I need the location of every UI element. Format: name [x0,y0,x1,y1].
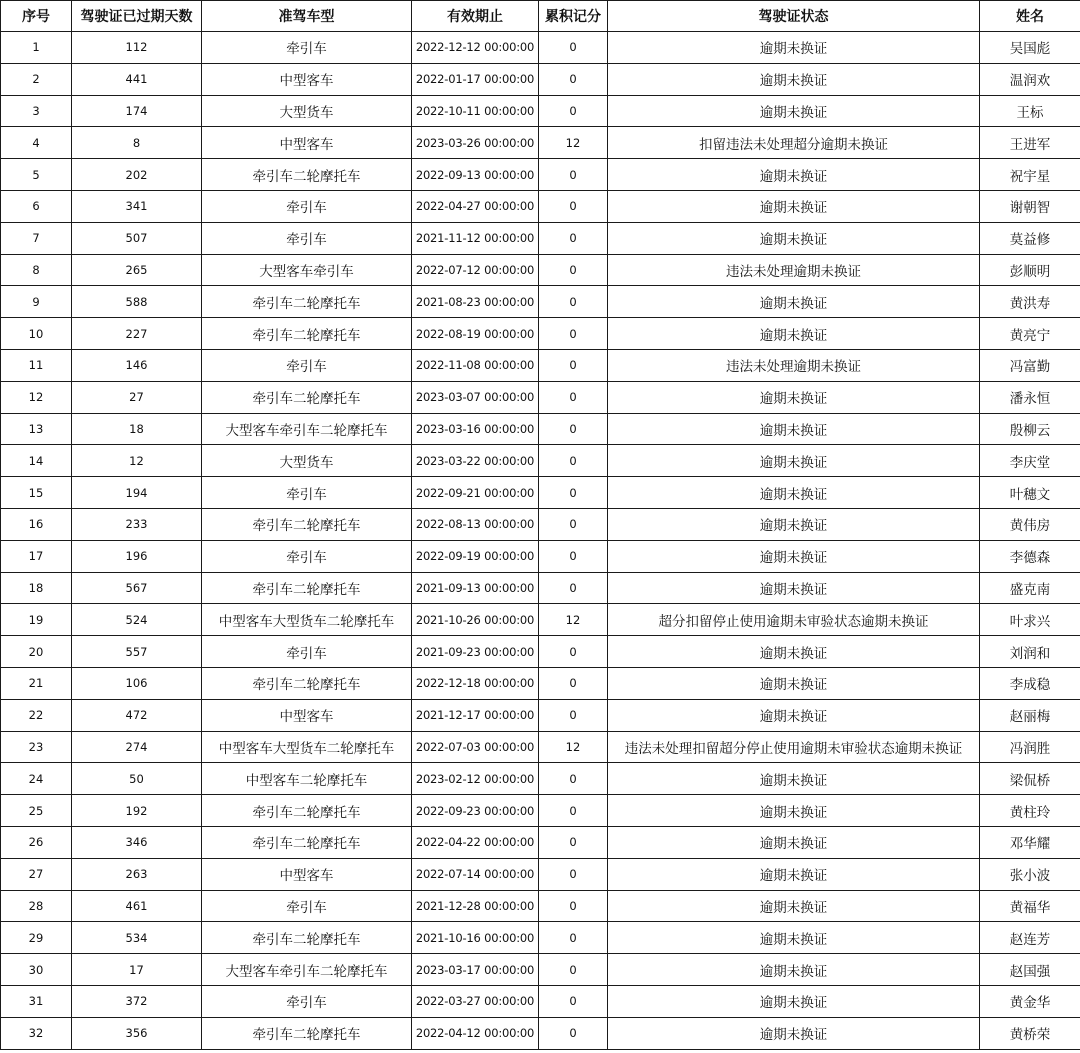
cell-name: 李庆堂 [980,445,1080,477]
cell-index: 18 [1,572,72,604]
cell-points: 0 [539,763,608,795]
header-row [1,1,1080,32]
cell-valid-until: 2022-10-11 00:00:00 [412,95,539,127]
cell-vehicle-class: 牵引车二轮摩托车 [202,159,412,191]
table-row [1,667,1080,699]
cell-vehicle-class: 中型客车大型货车二轮摩托车 [202,604,412,636]
cell-name: 王进军 [980,127,1080,159]
cell-vehicle-class: 大型货车 [202,445,412,477]
cell-expired-days: 112 [72,32,202,64]
cell-expired-days: 557 [72,636,202,668]
table-row [1,890,1080,922]
cell-name: 冯富勤 [980,349,1080,381]
cell-expired-days: 17 [72,954,202,986]
cell-points: 0 [539,1017,608,1049]
cell-license-status: 逾期未换证 [608,318,980,350]
cell-points: 0 [539,318,608,350]
cell-valid-until: 2022-04-27 00:00:00 [412,190,539,222]
cell-points: 0 [539,286,608,318]
table-row [1,159,1080,191]
cell-vehicle-class: 中型客车 [202,858,412,890]
cell-license-status: 逾期未换证 [608,795,980,827]
cell-vehicle-class: 牵引车二轮摩托车 [202,572,412,604]
cell-vehicle-class: 牵引车 [202,540,412,572]
cell-license-status: 逾期未换证 [608,890,980,922]
cell-index: 10 [1,318,72,350]
cell-index: 8 [1,254,72,286]
cell-expired-days: 106 [72,667,202,699]
cell-valid-until: 2021-10-16 00:00:00 [412,922,539,954]
cell-name: 邓华耀 [980,826,1080,858]
cell-points: 0 [539,985,608,1017]
cell-points: 0 [539,858,608,890]
cell-index: 1 [1,32,72,64]
table-row [1,413,1080,445]
cell-vehicle-class: 大型客车牵引车二轮摩托车 [202,413,412,445]
cell-index: 3 [1,95,72,127]
cell-expired-days: 356 [72,1017,202,1049]
cell-index: 16 [1,508,72,540]
cell-index: 6 [1,190,72,222]
cell-valid-until: 2022-01-17 00:00:00 [412,63,539,95]
cell-points: 0 [539,540,608,572]
cell-index: 12 [1,381,72,413]
cell-valid-until: 2021-09-23 00:00:00 [412,636,539,668]
cell-index: 20 [1,636,72,668]
cell-points: 0 [539,254,608,286]
cell-index: 31 [1,985,72,1017]
cell-license-status: 逾期未换证 [608,667,980,699]
table-row [1,731,1080,763]
cell-vehicle-class: 牵引车二轮摩托车 [202,286,412,318]
cell-name: 赵丽梅 [980,699,1080,731]
cell-name: 冯润胜 [980,731,1080,763]
cell-expired-days: 346 [72,826,202,858]
table-row [1,795,1080,827]
header-valid-until: 有效期止 [412,1,539,32]
cell-valid-until: 2023-03-26 00:00:00 [412,127,539,159]
table-row [1,540,1080,572]
cell-name: 黄桥荣 [980,1017,1080,1049]
cell-points: 0 [539,95,608,127]
cell-license-status: 逾期未换证 [608,32,980,64]
cell-index: 11 [1,349,72,381]
cell-expired-days: 233 [72,508,202,540]
header-license-status: 驾驶证状态 [608,1,980,32]
cell-index: 7 [1,222,72,254]
table-row [1,636,1080,668]
cell-valid-until: 2021-10-26 00:00:00 [412,604,539,636]
cell-points: 0 [539,63,608,95]
cell-index: 24 [1,763,72,795]
cell-expired-days: 567 [72,572,202,604]
cell-vehicle-class: 牵引车 [202,477,412,509]
table-row [1,445,1080,477]
cell-valid-until: 2023-03-16 00:00:00 [412,413,539,445]
cell-vehicle-class: 中型客车 [202,127,412,159]
cell-license-status: 逾期未换证 [608,445,980,477]
cell-name: 彭顺明 [980,254,1080,286]
cell-points: 0 [539,795,608,827]
cell-license-status: 超分扣留停止使用逾期未审验状态逾期未换证 [608,604,980,636]
cell-valid-until: 2022-07-14 00:00:00 [412,858,539,890]
cell-index: 28 [1,890,72,922]
table-row [1,699,1080,731]
cell-expired-days: 50 [72,763,202,795]
cell-points: 12 [539,731,608,763]
cell-expired-days: 265 [72,254,202,286]
cell-expired-days: 507 [72,222,202,254]
cell-vehicle-class: 牵引车二轮摩托车 [202,1017,412,1049]
cell-name: 盛克南 [980,572,1080,604]
table-row [1,572,1080,604]
cell-vehicle-class: 牵引车 [202,349,412,381]
cell-vehicle-class: 牵引车二轮摩托车 [202,826,412,858]
table-row [1,922,1080,954]
table-row [1,381,1080,413]
cell-license-status: 扣留违法未处理超分逾期未换证 [608,127,980,159]
cell-points: 0 [539,445,608,477]
cell-name: 黄金华 [980,985,1080,1017]
cell-points: 0 [539,667,608,699]
cell-vehicle-class: 中型客车大型货车二轮摩托车 [202,731,412,763]
cell-license-status: 逾期未换证 [608,508,980,540]
cell-expired-days: 202 [72,159,202,191]
cell-license-status: 逾期未换证 [608,381,980,413]
cell-points: 0 [539,349,608,381]
cell-license-status: 逾期未换证 [608,540,980,572]
cell-valid-until: 2022-12-12 00:00:00 [412,32,539,64]
cell-valid-until: 2022-04-12 00:00:00 [412,1017,539,1049]
cell-expired-days: 174 [72,95,202,127]
cell-vehicle-class: 牵引车 [202,890,412,922]
table-row [1,127,1080,159]
cell-valid-until: 2022-12-18 00:00:00 [412,667,539,699]
cell-points: 0 [539,413,608,445]
cell-index: 29 [1,922,72,954]
cell-index: 14 [1,445,72,477]
table-row [1,763,1080,795]
cell-name: 叶求兴 [980,604,1080,636]
cell-index: 22 [1,699,72,731]
table-row [1,858,1080,890]
cell-license-status: 逾期未换证 [608,985,980,1017]
cell-index: 30 [1,954,72,986]
cell-name: 赵连芳 [980,922,1080,954]
table-row [1,349,1080,381]
cell-expired-days: 588 [72,286,202,318]
table-row [1,63,1080,95]
cell-name: 温润欢 [980,63,1080,95]
cell-index: 2 [1,63,72,95]
table-row [1,254,1080,286]
cell-vehicle-class: 牵引车二轮摩托车 [202,667,412,699]
cell-vehicle-class: 牵引车 [202,636,412,668]
cell-name: 黄福华 [980,890,1080,922]
cell-expired-days: 461 [72,890,202,922]
cell-name: 黄亮宁 [980,318,1080,350]
cell-index: 32 [1,1017,72,1049]
cell-vehicle-class: 牵引车二轮摩托车 [202,922,412,954]
cell-index: 19 [1,604,72,636]
cell-name: 殷柳云 [980,413,1080,445]
cell-name: 潘永恒 [980,381,1080,413]
cell-vehicle-class: 牵引车二轮摩托车 [202,381,412,413]
cell-license-status: 逾期未换证 [608,699,980,731]
cell-expired-days: 12 [72,445,202,477]
cell-index: 5 [1,159,72,191]
cell-valid-until: 2022-09-23 00:00:00 [412,795,539,827]
cell-name: 莫益修 [980,222,1080,254]
cell-license-status: 逾期未换证 [608,636,980,668]
cell-license-status: 逾期未换证 [608,826,980,858]
cell-license-status: 逾期未换证 [608,572,980,604]
cell-name: 梁侃桥 [980,763,1080,795]
cell-license-status: 逾期未换证 [608,413,980,445]
cell-expired-days: 274 [72,731,202,763]
cell-vehicle-class: 牵引车二轮摩托车 [202,318,412,350]
cell-valid-until: 2022-09-21 00:00:00 [412,477,539,509]
cell-index: 15 [1,477,72,509]
cell-index: 21 [1,667,72,699]
table-row [1,286,1080,318]
cell-expired-days: 18 [72,413,202,445]
cell-expired-days: 441 [72,63,202,95]
cell-expired-days: 227 [72,318,202,350]
cell-expired-days: 534 [72,922,202,954]
cell-expired-days: 27 [72,381,202,413]
cell-name: 黄洪寿 [980,286,1080,318]
cell-license-status: 逾期未换证 [608,286,980,318]
cell-name: 刘润和 [980,636,1080,668]
cell-expired-days: 341 [72,190,202,222]
cell-valid-until: 2022-07-03 00:00:00 [412,731,539,763]
table-row [1,222,1080,254]
cell-points: 0 [539,32,608,64]
cell-valid-until: 2021-08-23 00:00:00 [412,286,539,318]
table-row [1,985,1080,1017]
header-index: 序号 [1,1,72,32]
table-row [1,318,1080,350]
cell-points: 0 [539,508,608,540]
cell-valid-until: 2022-03-27 00:00:00 [412,985,539,1017]
header-points: 累积记分 [539,1,608,32]
cell-license-status: 逾期未换证 [608,190,980,222]
cell-points: 0 [539,826,608,858]
cell-points: 0 [539,381,608,413]
cell-valid-until: 2021-09-13 00:00:00 [412,572,539,604]
cell-vehicle-class: 牵引车 [202,222,412,254]
cell-index: 26 [1,826,72,858]
cell-valid-until: 2022-04-22 00:00:00 [412,826,539,858]
cell-license-status: 逾期未换证 [608,858,980,890]
table-row [1,508,1080,540]
cell-points: 0 [539,477,608,509]
cell-name: 李德森 [980,540,1080,572]
cell-name: 张小波 [980,858,1080,890]
cell-points: 12 [539,604,608,636]
cell-valid-until: 2023-02-12 00:00:00 [412,763,539,795]
table-row [1,95,1080,127]
cell-license-status: 逾期未换证 [608,1017,980,1049]
cell-expired-days: 472 [72,699,202,731]
cell-expired-days: 146 [72,349,202,381]
cell-license-status: 违法未处理扣留超分停止使用逾期未审验状态逾期未换证 [608,731,980,763]
table-body [1,32,1080,1050]
cell-index: 23 [1,731,72,763]
cell-name: 李成稳 [980,667,1080,699]
cell-vehicle-class: 牵引车二轮摩托车 [202,795,412,827]
cell-expired-days: 372 [72,985,202,1017]
cell-valid-until: 2022-09-19 00:00:00 [412,540,539,572]
cell-points: 0 [539,222,608,254]
cell-points: 0 [539,699,608,731]
cell-name: 叶穗文 [980,477,1080,509]
cell-expired-days: 524 [72,604,202,636]
cell-index: 4 [1,127,72,159]
cell-valid-until: 2023-03-22 00:00:00 [412,445,539,477]
cell-license-status: 逾期未换证 [608,63,980,95]
cell-expired-days: 196 [72,540,202,572]
table-row [1,190,1080,222]
cell-points: 0 [539,922,608,954]
cell-license-status: 逾期未换证 [608,95,980,127]
cell-vehicle-class: 大型货车 [202,95,412,127]
cell-name: 吴国彪 [980,32,1080,64]
cell-points: 0 [539,190,608,222]
cell-valid-until: 2022-08-13 00:00:00 [412,508,539,540]
cell-points: 12 [539,127,608,159]
cell-vehicle-class: 大型客车牵引车二轮摩托车 [202,954,412,986]
cell-license-status: 逾期未换证 [608,477,980,509]
table-row [1,826,1080,858]
header-vehicle-class: 准驾车型 [202,1,412,32]
cell-expired-days: 194 [72,477,202,509]
cell-vehicle-class: 牵引车 [202,985,412,1017]
cell-valid-until: 2021-12-17 00:00:00 [412,699,539,731]
cell-name: 赵国强 [980,954,1080,986]
cell-vehicle-class: 中型客车 [202,699,412,731]
cell-name: 谢朝智 [980,190,1080,222]
cell-index: 13 [1,413,72,445]
cell-name: 黄柱玲 [980,795,1080,827]
cell-points: 0 [539,890,608,922]
cell-index: 25 [1,795,72,827]
cell-valid-until: 2022-07-12 00:00:00 [412,254,539,286]
cell-vehicle-class: 大型客车牵引车 [202,254,412,286]
cell-points: 0 [539,572,608,604]
cell-index: 9 [1,286,72,318]
cell-valid-until: 2021-11-12 00:00:00 [412,222,539,254]
cell-license-status: 逾期未换证 [608,159,980,191]
cell-name: 祝宇星 [980,159,1080,191]
cell-vehicle-class: 牵引车 [202,190,412,222]
cell-valid-until: 2021-12-28 00:00:00 [412,890,539,922]
cell-expired-days: 263 [72,858,202,890]
cell-vehicle-class: 牵引车 [202,32,412,64]
cell-valid-until: 2022-09-13 00:00:00 [412,159,539,191]
table-row [1,954,1080,986]
cell-valid-until: 2022-08-19 00:00:00 [412,318,539,350]
cell-license-status: 逾期未换证 [608,954,980,986]
cell-license-status: 逾期未换证 [608,922,980,954]
cell-points: 0 [539,954,608,986]
header-expired-days: 驾驶证已过期天数 [72,1,202,32]
cell-name: 黄伟房 [980,508,1080,540]
cell-vehicle-class: 中型客车 [202,63,412,95]
cell-license-status: 逾期未换证 [608,222,980,254]
cell-name: 王标 [980,95,1080,127]
table-row [1,477,1080,509]
cell-expired-days: 192 [72,795,202,827]
cell-points: 0 [539,159,608,191]
cell-expired-days: 8 [72,127,202,159]
cell-index: 17 [1,540,72,572]
cell-valid-until: 2022-11-08 00:00:00 [412,349,539,381]
cell-license-status: 违法未处理逾期未换证 [608,349,980,381]
cell-vehicle-class: 牵引车二轮摩托车 [202,508,412,540]
cell-valid-until: 2023-03-17 00:00:00 [412,954,539,986]
cell-points: 0 [539,636,608,668]
cell-vehicle-class: 中型客车二轮摩托车 [202,763,412,795]
cell-index: 27 [1,858,72,890]
cell-license-status: 违法未处理逾期未换证 [608,254,980,286]
cell-license-status: 逾期未换证 [608,763,980,795]
header-name: 姓名 [980,1,1080,32]
cell-valid-until: 2023-03-07 00:00:00 [412,381,539,413]
table-row [1,1017,1080,1049]
table-row [1,604,1080,636]
table-row [1,32,1080,64]
